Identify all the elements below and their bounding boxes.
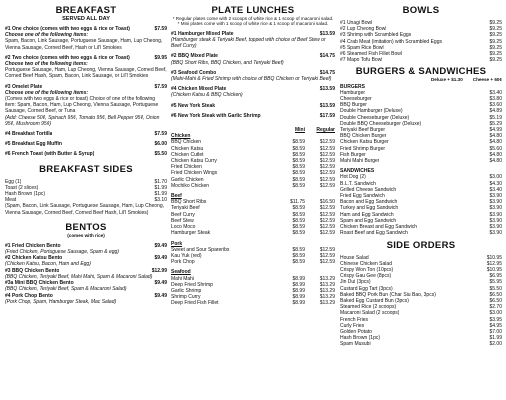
burger-list	[340, 90, 502, 164]
plate-item-name: BBQ Chicken	[171, 139, 202, 146]
side-price: $1.99	[154, 184, 167, 191]
plate-item-mini-price: $8.59	[292, 230, 305, 237]
side-price: $1.99	[154, 191, 167, 198]
item-price: $3.90	[489, 193, 502, 200]
item-price: $3.90	[489, 224, 502, 231]
bentos-subtitle: (comes with rice)	[67, 232, 105, 238]
plate-item-regular-price: $13.29	[319, 287, 335, 294]
plate-item-regular-price: $12.59	[319, 176, 335, 183]
plate-item-regular-price: $12.59	[319, 151, 335, 158]
item-price: $17.59	[319, 112, 335, 119]
item-price: $13.59	[319, 86, 335, 93]
item-price: $5.50	[489, 285, 502, 292]
breakfast-extra-name: #6 French Toast (with Butter & Syrup)	[5, 151, 95, 158]
item-name: #4 Chicken Mixed Plate	[171, 86, 227, 93]
plate-item-mini-price: $8.59	[292, 259, 305, 266]
breakfast-extra-name: #5 Breakfast Egg Muffin	[5, 141, 62, 148]
item-name: Bacon and Egg Sandwich	[340, 199, 398, 206]
side-name: Hash Brown (1pc)	[5, 191, 46, 198]
side-orders-title: SIDE ORDERS	[386, 239, 456, 251]
breakfast-extra-price: $7.59	[154, 131, 167, 138]
plate-item-name: Garlic Chicken	[171, 176, 204, 183]
item-name: Spam Musubi	[340, 341, 371, 348]
plate-item-regular-price: $13.29	[319, 294, 335, 301]
item-name: Steamed Rice (2 scoops)	[340, 304, 397, 311]
item-name: Fish Burger	[340, 151, 366, 158]
item-name: House Salad	[340, 254, 369, 261]
item-name: #4 Pork Chop Bento	[5, 292, 53, 299]
item-price: $2.70	[489, 304, 502, 311]
item-name: Double BBQ Cheeseburger (Deluxe)	[340, 120, 422, 127]
item-price: $5.19	[489, 114, 502, 121]
plate-item-regular-price: $12.59	[319, 158, 335, 165]
item-price: $3.00	[489, 310, 502, 317]
plate-item-mini-price: $8.59	[292, 164, 305, 171]
item-name: Jin Dui (3pcs)	[340, 279, 371, 286]
bento-desc: (Fried Chicken, Portuguese Sausage, Spam & egg)	[5, 249, 119, 256]
bento-list	[5, 243, 167, 305]
breakfast-option-1-desc: Spam, Bacon, Link Sausage, Portuguese Sausage, Ham, Lup Cheong, Vienna Sausage, Corned Beef, Hash or Lil'l Smokies	[5, 38, 163, 51]
breakfast-option-3-choose: Choose one of the following items:	[5, 89, 89, 96]
item-price: $9.25	[489, 57, 502, 64]
plate-item-mini-price: $8.99	[292, 281, 305, 288]
item-price: $5.60	[489, 145, 502, 152]
plate-group-title: Seafood	[171, 269, 191, 276]
plate-item-regular-price: $12.59	[319, 246, 335, 253]
plate-item-row	[171, 300, 335, 306]
plate-item-regular-price: $12.59	[319, 211, 335, 218]
item-name: #2 Lup Cheong Bowl	[340, 26, 387, 33]
plate-item-name: Chicken Katsu	[171, 145, 204, 152]
plate-item-name: Chicken Katsu Curry	[171, 158, 217, 165]
item-name: #1 Hamburger Mixed Plate	[171, 30, 234, 37]
column-middle	[171, 6, 335, 311]
plate-item-name: Hamburger Steak	[171, 230, 211, 237]
item-price: $3.40	[489, 186, 502, 193]
item-price: $9.25	[489, 32, 502, 39]
item-name: Grilled Cheese Sandwich	[340, 186, 397, 193]
plate-item-name: Kau Yuk (red)	[171, 252, 202, 259]
plate-item-mini-price: $8.59	[292, 182, 305, 189]
item-price: $9.25	[489, 38, 502, 45]
plate-item-regular-price: $12.59	[319, 252, 335, 259]
plate-item-name: Pork Chop	[171, 259, 195, 266]
plate-item-name: Fried Chicken Wings	[171, 170, 218, 177]
plate-special-desc: (Mahi-Mahi & Fried Shrimp with choice of BBQ Chicken or Teriyaki Beef)	[171, 76, 332, 83]
item-name: Baked BBQ Pork Bun (Char Siu Bao, 3pcs)	[340, 291, 436, 298]
plate-item-mini-price: $8.59	[292, 145, 305, 152]
item-name: Spam and Egg Sandwich	[340, 217, 397, 224]
plate-item-mini-price: $8.59	[292, 224, 305, 231]
bowl-list	[340, 20, 502, 63]
plate-item-name: Beef Stew	[171, 217, 194, 224]
plate-group-title: Chicken	[171, 133, 191, 140]
item-price: $9.25	[489, 26, 502, 33]
plate-item-regular-price: $13.29	[319, 275, 335, 282]
plate-item-name: Chicken Cutlet	[171, 151, 204, 158]
burgers-label: BURGERS	[340, 83, 366, 90]
sandwich-list	[340, 174, 502, 236]
bento-desc: (Pork Chop, Spam, Hamburger Steak, Mac Salad)	[5, 298, 117, 305]
breakfast-option-1-label: #1 One choice (comes with two eggs & rice or Toast)	[5, 26, 130, 32]
plate-lunches-title: PLATE LUNCHES	[211, 5, 295, 16]
plate-item-name: Deep Fried Fish Fillet	[171, 300, 219, 307]
item-name: BBQ Burger	[340, 102, 367, 109]
breakfast-option-2-label: #2 Two choice (comes with two eggs & rice or Toast)	[5, 54, 130, 61]
sandwiches-label: SANDWICHES	[340, 168, 375, 175]
item-price: $6.50	[489, 297, 502, 304]
item-price: $5.29	[489, 120, 502, 127]
plate-special-desc: (Hamburger steak & Teriyaki Beef, topped with choice of Beef Stew or Beef Curry)	[171, 37, 326, 50]
plate-lunches-note-mini: * Mini plates come with 1 scoop of white rice & 1 scoop of macaroni salad.	[177, 21, 329, 27]
item-name: #6 Steamed Fish Fillet Bowl	[340, 51, 402, 58]
item-price: $3.60	[489, 102, 502, 109]
item-name: Chinese Chicken Salad	[340, 260, 392, 267]
breakfast-option-3-label: #3 Omelet Plate	[5, 83, 43, 90]
plate-item-mini-price: $8.59	[292, 252, 305, 259]
breakfast-option-2-desc: Portuguese Sausage, Ham, Lup Cheong, Vienna Sausage, Corned Beef, Corned Beef Hash, Spam, Bacon, Link Sausage, or Lil'l Smokies	[5, 67, 167, 80]
breakfast-option-2-price: $9.95	[154, 54, 167, 61]
plate-item-name: Sweet and Sour Spareribs	[171, 246, 230, 253]
item-price: $4.89	[489, 108, 502, 115]
plate-item-name: Garlic Shrimp	[171, 287, 202, 294]
item-name: Chicken Katsu Burger	[340, 139, 389, 146]
item-price: $13.59	[319, 30, 335, 37]
bentos-title: BENTOS	[65, 221, 107, 233]
column-regular: Regular	[316, 127, 335, 134]
item-name: Ham and Egg Sandwich	[340, 211, 394, 218]
plate-item-mini-price: $8.59	[292, 170, 305, 177]
item-name: #1 Unagi Bowl	[340, 20, 373, 26]
breakfast-subtitle: SERVED ALL DAY	[62, 16, 110, 22]
plate-item-mini-price: $8.99	[292, 287, 305, 294]
item-name: #4 Crab Meat (imitation) with Scrambled Eggs	[340, 38, 442, 45]
plate-item-mini-price: $8.59	[292, 151, 305, 158]
item-name: Cheeseburger	[340, 96, 372, 103]
item-name: Crispy Won Ton (10pcs)	[340, 266, 394, 273]
plate-item-mini-price: $8.59	[292, 217, 305, 224]
cheese-note: Cheese + 60¢	[472, 77, 502, 83]
item-name: Double Hamburger (Deluxe)	[340, 108, 403, 115]
item-name: Turkey and Egg Sandwich	[340, 205, 399, 212]
item-price: $4.30	[489, 180, 502, 187]
plate-item-regular-price: $12.59	[319, 182, 335, 189]
item-price: $3.80	[489, 96, 502, 103]
plate-item-name: Mahi Mahi	[171, 275, 195, 282]
item-price: $9.25	[489, 51, 502, 58]
item-name: Macaroni Salad (2 scoops)	[340, 310, 400, 317]
plate-item-regular-price: $12.59	[319, 230, 335, 237]
item-name: #2 Chicken Katsu Bento	[5, 255, 63, 262]
item-price: $3.90	[489, 205, 502, 212]
item-price: $13.59	[319, 102, 335, 109]
plate-special-desc: (Chicken Katsu & BBQ Chicken)	[171, 92, 243, 99]
plate-item-mini-price: $8.59	[292, 139, 305, 146]
plate-item-name: Beef Curry	[171, 211, 195, 218]
item-price: $3.90	[489, 217, 502, 224]
plate-groups	[171, 133, 335, 310]
burgers-title: BURGERS & SANDWICHES	[355, 66, 487, 78]
item-price: $6.50	[489, 291, 502, 298]
column-right	[340, 6, 502, 348]
side-name: Meat	[5, 197, 17, 204]
item-price: $4.95	[489, 322, 502, 329]
item-price: $12.95	[486, 260, 502, 267]
item-name: Mahi Mahi Burger	[340, 158, 380, 165]
breakfast-sides-title: BREAKFAST SIDES	[39, 163, 133, 175]
breakfast-option-3-desc-b: (Add: Cheese 50¢, Spinach 95¢, Tomato 95¢, Bell Pepper 95¢, Onion 95¢, Mushroom 95¢)	[5, 114, 160, 127]
side-order-list	[340, 255, 502, 348]
item-name: #5 Spam Rice Bowl	[340, 44, 384, 51]
plate-item-mini-price: $8.59	[292, 211, 305, 218]
item-name: Fried Shrimp Burger	[340, 145, 386, 152]
side-name: Egg (1)	[5, 178, 22, 185]
breakfast-option-2-choose: Choose two of the following items:	[5, 61, 88, 68]
item-name: Hash Brown (1pc)	[340, 335, 381, 342]
breakfast-side-meat-desc: (Spam, Bacon, Link Sausage, Portuguese Sausage, Ham, Lup Cheong, Vienna Sausage, Corned Beef, Corned Beef Hash, Lil'l Smokies)	[5, 203, 164, 216]
plate-item-regular-price: $12.59	[319, 224, 335, 231]
item-price: $5.95	[489, 279, 502, 286]
item-price: $3.00	[489, 174, 502, 181]
breakfast-option-1-price: $7.59	[154, 26, 167, 32]
plate-item-mini-price: $8.99	[292, 300, 305, 307]
plate-specials	[171, 31, 335, 123]
item-name: Roast Beef and Egg Sandwich	[340, 230, 408, 237]
plate-item-name: Teriyaki Beef	[171, 205, 200, 212]
item-name: Baked Egg Custard Bun (3pcs)	[340, 297, 409, 304]
item-name: #5 New York Steak	[171, 102, 216, 109]
item-name: #6 New York Steak with Garlic Shrimp	[171, 112, 261, 119]
plate-item-regular-price: $12.59	[319, 217, 335, 224]
item-price: $3.40	[489, 89, 502, 96]
plate-group-title: Pork	[171, 240, 183, 247]
breakfast-title: BREAKFAST	[55, 5, 117, 16]
plate-item-mini-price: $8.99	[292, 294, 305, 301]
item-price: $4.99	[489, 127, 502, 134]
plate-item-name: Shrimp Curry	[171, 294, 201, 301]
item-price: $14.75	[319, 53, 335, 60]
item-price: $1.99	[489, 335, 502, 342]
plate-group-title: Beef	[171, 193, 182, 200]
plate-item-regular-price: $13.29	[319, 281, 335, 288]
plate-item-regular-price: $12.59	[319, 205, 335, 212]
item-name: Teriyaki Beef Burger	[340, 127, 386, 134]
plate-item-row	[171, 259, 335, 265]
item-price: $9.49	[154, 280, 167, 287]
item-price: $10.95	[486, 254, 502, 261]
item-name: #3 BBQ Chicken Bento	[5, 267, 60, 274]
item-name: French Fries	[340, 316, 369, 323]
item-price: $3.90	[489, 199, 502, 206]
item-name: Custard Egg Tart (3pcs)	[340, 285, 393, 292]
plate-item-mini-price: $11.75	[290, 199, 305, 206]
bento-desc: (Chicken Katsu, Bacon, Ham and Egg)	[5, 261, 91, 268]
plate-special-desc: (BBQ Short Ribs, BBQ Chicken, and Teriyaki Beef)	[171, 59, 284, 66]
bento-desc: (BBQ Chicken, Teriyaki Beef, Spam & Macaroni Salad)	[5, 286, 127, 293]
item-name: Curly Fries	[340, 322, 365, 329]
breakfast-extra-price: $6.00	[154, 141, 167, 148]
item-price: $9.25	[489, 44, 502, 51]
item-price: $6.95	[489, 273, 502, 280]
plate-table-header	[171, 127, 335, 133]
plate-item-name: Fried Chicken	[171, 164, 202, 171]
plate-item-mini-price: $8.59	[292, 246, 305, 253]
plate-item-name: Mochiko Chicken	[171, 182, 210, 189]
item-price: $4.80	[489, 158, 502, 165]
plate-item-mini-price: $8.59	[292, 176, 305, 183]
item-price: $4.80	[489, 139, 502, 146]
item-price: $2.00	[489, 341, 502, 348]
item-price: $9.49	[154, 242, 167, 249]
plate-item-row	[171, 183, 335, 189]
breakfast-option-1-choose: Choose one of the following items:	[5, 32, 89, 39]
item-price: $3.90	[489, 230, 502, 237]
item-price: $9.49	[154, 255, 167, 262]
plate-item-name: Deep Fried Shrimp	[171, 281, 213, 288]
item-price: $3.95	[489, 316, 502, 323]
breakfast-option-3-price: $7.59	[154, 83, 167, 90]
item-price: $9.49	[154, 292, 167, 299]
item-name: Fried Egg Sandwich	[340, 193, 385, 200]
plate-item-regular-price: $16.50	[319, 199, 335, 206]
item-price: $4.80	[489, 151, 502, 158]
item-name: #3a Mini BBQ Chicken Bento	[5, 280, 74, 287]
plate-item-regular-price: $12.59	[319, 259, 335, 266]
item-price: $14.75	[319, 69, 335, 76]
side-price: $1.70	[154, 178, 167, 185]
item-name: Crispy Gau Gee (8pcs)	[340, 273, 392, 280]
item-price: $4.80	[489, 133, 502, 140]
item-price: $9.25	[489, 20, 502, 26]
plate-item-mini-price: $8.59	[292, 205, 305, 212]
item-name: #7 Mapo Tofu Bowl	[340, 57, 383, 64]
plate-item-row	[171, 230, 335, 236]
spacer	[171, 307, 335, 311]
side-order-item	[340, 341, 502, 347]
plate-item-mini-price: $8.99	[292, 275, 305, 282]
plate-item-regular-price: $12.59	[319, 164, 335, 171]
item-name: Chicken Breast and Egg Sandwich	[340, 224, 417, 231]
item-name: #2 BBQ Mixed Plate	[171, 53, 218, 60]
column-mini: Mini	[295, 127, 305, 134]
plate-lunches-note-regular: * Regular plates come with 2 scoops of white rice & 1 scoop of macaroni salad.	[172, 16, 334, 21]
item-price: $12.99	[151, 267, 167, 274]
item-name: #3 Seafood Combo	[171, 69, 217, 76]
bowls-title: BOWLS	[402, 5, 440, 16]
bento-desc: (BBQ Chicken, Teriyaki Beef, Mahi Mahi, Spam & Macaroni Salad)	[5, 273, 153, 280]
plate-item-mini-price: $8.59	[292, 158, 305, 165]
item-name: B.L.T. Sandwich	[340, 180, 376, 187]
plate-item-regular-price: $12.59	[319, 170, 335, 177]
breakfast-option-3-desc-a: (Comes with two eggs & rice or toast) Choice of one of the following item: Spam, Bacon, Ham, Lup Cheong, Vienna Sausage, Portuguese Sausage, Corned Beef, or Tuna	[5, 96, 159, 115]
deluxe-note: Deluxe + $1.30	[430, 77, 463, 83]
item-name: #1 Fried Chicken Bento	[5, 242, 61, 249]
plate-item-name: Loco Moco	[171, 224, 196, 231]
breakfast-extra-name: #4 Breakfast Tortilla	[5, 131, 53, 138]
plate-item-name: BBQ Short Ribs	[171, 199, 207, 206]
item-name: Double Cheeseburger (Deluxe)	[340, 114, 410, 121]
plate-item-regular-price: $13.29	[319, 300, 335, 307]
item-name: Hot Dog (2)	[340, 174, 366, 181]
item-name: BBQ Chicken Burger	[340, 133, 387, 140]
item-price: $3.90	[489, 211, 502, 218]
item-name: Golden Potato	[340, 328, 372, 335]
plate-item-regular-price: $12.59	[319, 139, 335, 146]
item-price: $10.95	[486, 266, 502, 273]
column-left	[5, 6, 167, 305]
item-name: #3 Shrimp with Scrambled Eggs	[340, 32, 412, 39]
item-name: Hamburger	[340, 89, 366, 96]
item-price: $7.00	[489, 328, 502, 335]
breakfast-extra-price: $5.50	[154, 151, 167, 158]
side-price: $3.10	[154, 197, 167, 204]
plate-item-regular-price: $12.59	[319, 145, 335, 152]
side-name: Toast (2 slices)	[5, 184, 39, 191]
